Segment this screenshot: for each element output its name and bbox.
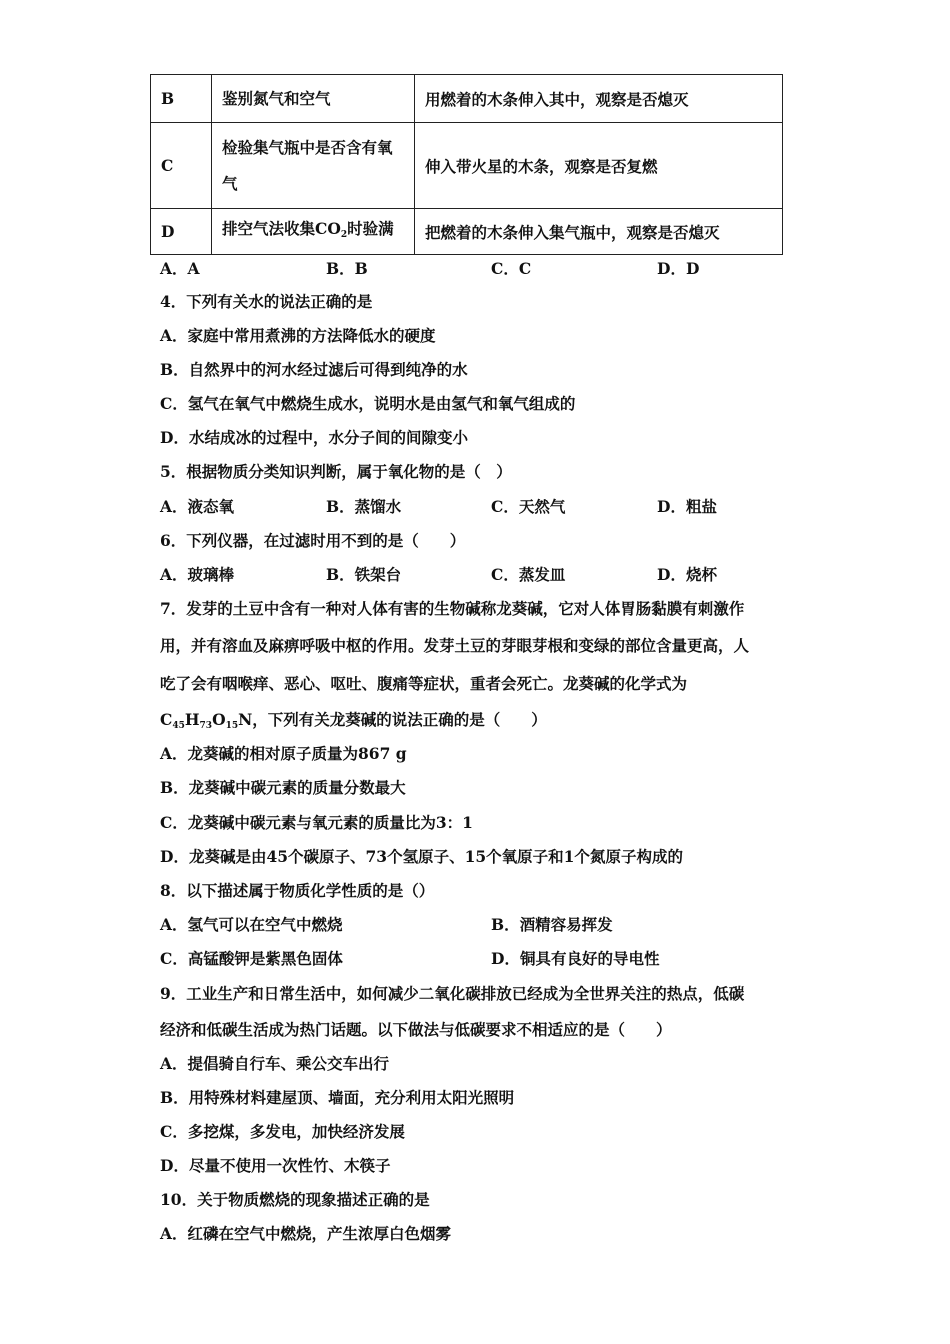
q3-option-b[interactable]: B．B (326, 259, 368, 278)
row-letter: B (151, 75, 212, 123)
formula-element: H (184, 710, 200, 729)
q6-option-a[interactable]: A．玻璃棒 (160, 565, 235, 584)
q8-option-a[interactable]: A．氢气可以在空气中燃烧 (160, 915, 343, 934)
purpose-text: 排空气法收集 (222, 218, 316, 238)
q10-stem: 10．关于物质燃烧的现象描述正确的是 (160, 1190, 430, 1209)
q7-option-a[interactable]: A．龙葵碱的相对原子质量为867 g (160, 744, 407, 763)
q3-option-c[interactable]: C．C (491, 259, 532, 278)
row-method: 把燃着的木条伸入集气瓶中，观察是否熄灭 (415, 209, 783, 255)
q4-option-d[interactable]: D．水结成冰的过程中，水分子间的间隙变小 (160, 428, 468, 447)
q8-option-c[interactable]: C．高锰酸钾是紫黑色固体 (160, 949, 343, 968)
q7-stem-tail: ，下列有关龙葵碱的说法正确的是（ ） (252, 710, 547, 729)
purpose-text: 时验满 (347, 218, 394, 238)
q7-formula-line (160, 709, 547, 731)
formula-co: CO (315, 218, 341, 238)
table-row (151, 123, 783, 209)
q3-option-d[interactable]: D．D (657, 259, 700, 278)
q9-option-a[interactable]: A．提倡骑自行车、乘公交车出行 (160, 1054, 390, 1073)
q7-stem-line: 吃了会有咽喉痒、恶心、呕吐、腹痛等症状，重者会死亡。龙葵碱的化学式为 (160, 674, 688, 693)
formula-subscript: 73 (199, 721, 213, 731)
row-purpose (212, 209, 415, 255)
q3-option-a[interactable]: A．A (160, 259, 200, 278)
formula-element: O (212, 710, 226, 729)
q5-option-b[interactable]: B．蒸馏水 (326, 497, 402, 516)
row-letter: C (151, 123, 212, 209)
formula-subscript: 45 (172, 721, 185, 731)
formula-element: C (160, 710, 173, 729)
formula-subscript: 2 (340, 229, 348, 240)
row-purpose: 检验集气瓶中是否含有氧气 (212, 123, 415, 209)
q8-stem: 8．以下描述属于物质化学性质的是（） (160, 881, 435, 900)
q7-option-c[interactable]: C．龙葵碱中碳元素与氧元素的质量比为3：1 (160, 813, 473, 832)
q7-stem-line: 7．发芽的土豆中含有一种对人体有害的生物碱称龙葵碱，它对人体胃肠黏膜有刺激作 (160, 599, 745, 618)
q6-option-c[interactable]: C．蒸发皿 (491, 565, 566, 584)
q6-stem: 6．下列仪器，在过滤时用不到的是（ ） (160, 531, 466, 550)
formula-element: N (238, 710, 253, 729)
q5-stem: 5．根据物质分类知识判断，属于氧化物的是（ ） (160, 462, 512, 481)
table-row (151, 75, 783, 123)
table-row (151, 209, 783, 255)
q7-option-d[interactable]: D．龙葵碱是由45个碳原子、73个氢原子、15个氧原子和1个氮原子构成的 (160, 847, 683, 866)
q8-option-d[interactable]: D．铜具有良好的导电性 (491, 949, 660, 968)
q8-option-b[interactable]: B．酒精容易挥发 (491, 915, 613, 934)
q4-option-b[interactable]: B．自然界中的河水经过滤后可得到纯净的水 (160, 360, 468, 379)
row-letter: D (151, 209, 212, 255)
q9-option-b[interactable]: B．用特殊材料建屋顶、墙面，充分利用太阳光照明 (160, 1088, 515, 1107)
q4-option-c[interactable]: C．氢气在氧气中燃烧生成水，说明水是由氢气和氧气组成的 (160, 394, 576, 413)
row-purpose: 鉴别氮气和空气 (212, 75, 415, 123)
q9-option-d[interactable]: D．尽量不使用一次性竹、木筷子 (160, 1156, 391, 1175)
q4-option-a[interactable]: A．家庭中常用煮沸的方法降低水的硬度 (160, 326, 436, 345)
q7-stem-line: 用，并有溶血及麻痹呼吸中枢的作用。发芽土豆的芽眼芽根和变绿的部位含量更高，人 (160, 636, 750, 655)
row-method: 用燃着的木条伸入其中，观察是否熄灭 (415, 75, 783, 123)
q10-option-a[interactable]: A．红磷在空气中燃烧，产生浓厚白色烟雾 (160, 1224, 452, 1243)
q5-option-a[interactable]: A．液态氧 (160, 497, 235, 516)
q6-option-d[interactable]: D．烧杯 (657, 565, 717, 584)
q3-options-table (150, 74, 783, 255)
q9-stem-line: 经济和低碳生活成为热门话题。以下做法与低碳要求不相适应的是（ ） (160, 1020, 672, 1039)
q5-option-d[interactable]: D．粗盐 (657, 497, 717, 516)
q9-option-c[interactable]: C．多挖煤，多发电，加快经济发展 (160, 1122, 405, 1141)
q7-option-b[interactable]: B．龙葵碱中碳元素的质量分数最大 (160, 778, 406, 797)
q5-option-c[interactable]: C．天然气 (491, 497, 566, 516)
q4-stem: 4．下列有关水的说法正确的是 (160, 292, 373, 311)
q6-option-b[interactable]: B．铁架台 (326, 565, 402, 584)
formula-subscript: 15 (225, 721, 239, 731)
q9-stem-line: 9．工业生产和日常生活中，如何减少二氧化碳排放已经成为全世界关注的热点，低碳 (160, 984, 745, 1003)
row-method: 伸入带火星的木条，观察是否复燃 (415, 123, 783, 209)
